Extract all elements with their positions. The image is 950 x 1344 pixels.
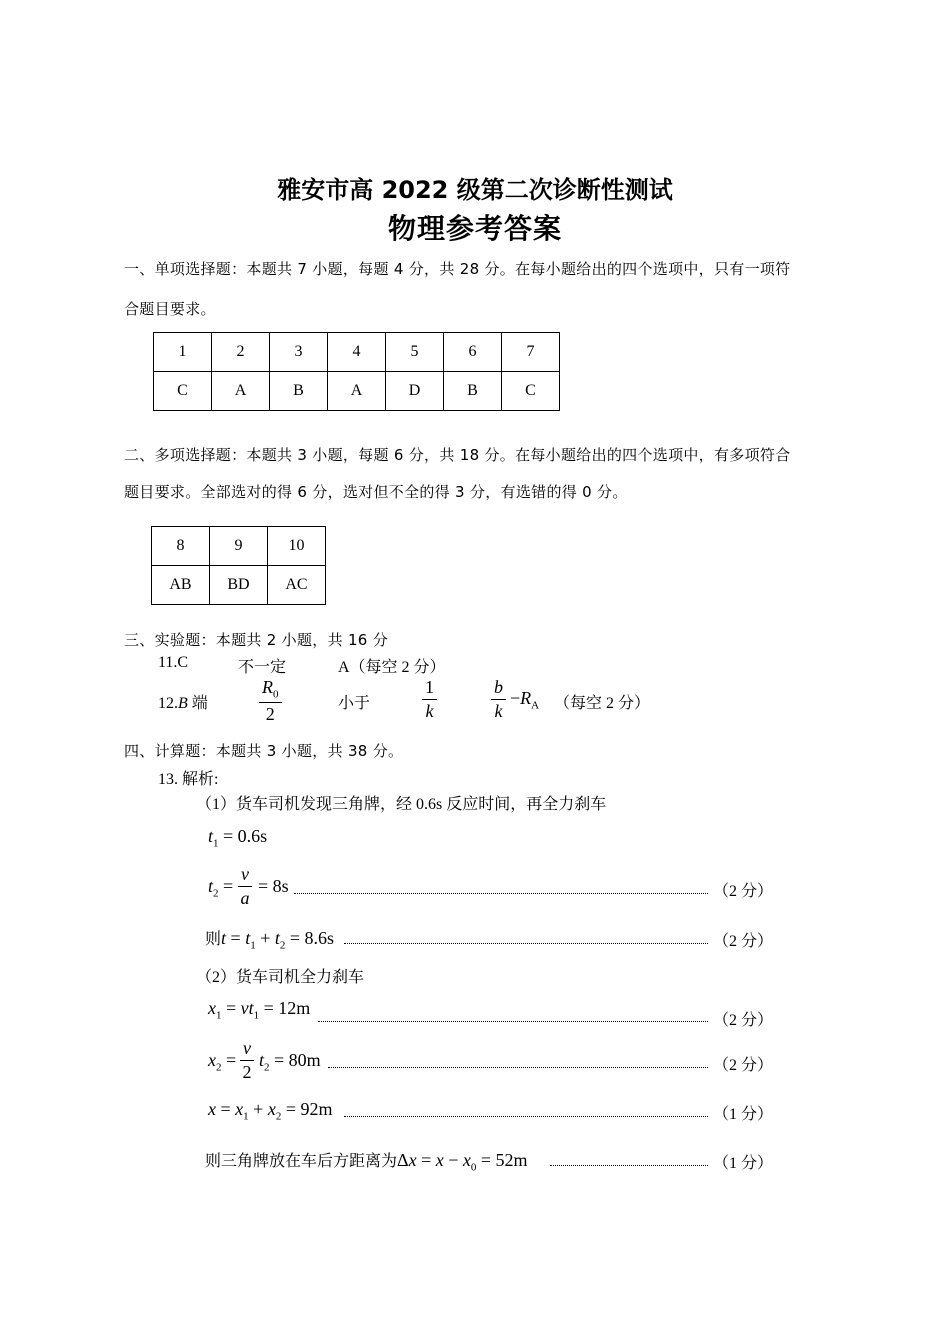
subscript: A: [531, 699, 540, 712]
equation-t1: $t_1 = 0.6s$: [208, 826, 268, 850]
multi-choice-answer-table: [151, 526, 326, 605]
score-label: （2 分）: [713, 1057, 774, 1074]
answer-cell: A: [328, 372, 386, 411]
question-number: 3: [270, 333, 328, 372]
dotted-leader: [550, 1165, 708, 1166]
equation-delta-x: 则三角牌放在车后方距离为$\Delta x = x - x_0 = 52m$: [205, 1150, 528, 1174]
document-title: 雅安市高 2022 级第二次诊断性测试: [277, 176, 673, 204]
section3-heading: 三、实验题：本题共 2 小题，共 16 分: [124, 631, 389, 649]
equation-prefix: 则三角牌放在车后方距离为: [205, 1153, 398, 1170]
equation-x2-value: = 80m: [274, 1050, 321, 1070]
q11-answer-2: 不一定: [238, 659, 287, 676]
resistance-symbol: R: [520, 688, 532, 708]
equation-x2-rhs: $t_2 = 80m$: [259, 1050, 321, 1074]
q12-fraction-r0-over-2: [259, 677, 282, 725]
answer-cell: AC: [268, 566, 326, 605]
q12-suffix: 端: [187, 695, 208, 712]
dotted-leader: [344, 1116, 708, 1117]
answer-cell: D: [386, 372, 444, 411]
q12-fraction-1-over-k: [422, 677, 437, 722]
table-row-answers: [154, 372, 560, 411]
fraction-v-over-2: v 2: [240, 1038, 254, 1083]
q12-fraction-b-over-k: [491, 677, 506, 722]
score-label: （2 分）: [713, 933, 774, 950]
document-subtitle: 物理参考答案: [387, 212, 562, 245]
q12-answer-2: 小于: [338, 695, 371, 712]
answer-cell: BD: [210, 566, 268, 605]
equation-x1-rhs: = 12m: [263, 998, 311, 1018]
section1-heading-line2: 合题目要求。: [124, 300, 216, 318]
equation-t1-rhs: = 0.6s: [223, 826, 268, 846]
question-number: 5: [386, 333, 444, 372]
q11-label: 11.C: [158, 654, 189, 671]
question-number: 4: [328, 333, 386, 372]
question-number: 7: [502, 333, 560, 372]
table-row-numbers: [154, 333, 560, 372]
equation-x2-lhs: $x_2$ =: [208, 1050, 237, 1074]
score-label: （2 分）: [713, 1012, 774, 1029]
q12-minus-ra: [510, 688, 539, 712]
minus-sign: −: [510, 688, 521, 708]
answer-cell: C: [154, 372, 212, 411]
q12-label: [158, 690, 208, 713]
subscript: 0: [273, 688, 279, 701]
equation-delta-x-rhs: = 52m: [480, 1150, 528, 1170]
score-label: （2 分）: [713, 883, 774, 900]
dotted-leader: [328, 1067, 708, 1068]
equation-t2-lhs: $t_2$ =: [208, 876, 234, 900]
table-row-answers: [152, 566, 326, 605]
question-number: 1: [154, 333, 212, 372]
answer-cell: A: [212, 372, 270, 411]
fraction-denominator: k: [425, 701, 434, 721]
q12-note: （每空 2 分）: [554, 695, 651, 712]
score-label: （1 分）: [713, 1106, 774, 1123]
q11-answer-3: A（每空 2 分）: [338, 659, 446, 676]
equation-t-rhs: = 8.6s: [289, 928, 335, 948]
part1-text: （1）货车司机发现三角牌，经 0.6s 反应时间，再全力刹车: [196, 796, 607, 813]
equation-x-rhs: = 92m: [285, 1099, 333, 1119]
dotted-leader: [318, 1021, 708, 1022]
fraction-numerator: b: [494, 677, 503, 697]
answer-cell: C: [502, 372, 560, 411]
q13-label: 13. 解析:: [158, 771, 219, 788]
single-choice-answer-table: [153, 332, 560, 411]
fraction-numerator: R: [262, 677, 273, 697]
fraction-v-over-a: v a: [238, 864, 252, 909]
answer-cell: B: [270, 372, 328, 411]
score-label: （1 分）: [713, 1155, 774, 1172]
dotted-leader: [344, 943, 708, 944]
equation-t2-rhs: = 8s: [258, 876, 289, 896]
equation-prefix: 则: [205, 931, 222, 948]
question-number: 9: [210, 527, 268, 566]
fraction-numerator: 1: [425, 677, 434, 697]
part2-text: （2）货车司机全力刹车: [196, 969, 365, 986]
equation-x: $x = x_1 + x_2 = 92m$: [208, 1099, 333, 1123]
table-row-numbers: [152, 527, 326, 566]
equation-t: 则$t = t_1 + t_2 = 8.6s$: [205, 928, 335, 952]
q12-var: B: [178, 695, 188, 712]
question-number: 8: [152, 527, 210, 566]
q12-number: 12.: [158, 695, 178, 712]
question-number: 10: [268, 527, 326, 566]
answer-cell: B: [444, 372, 502, 411]
section4-heading: 四、计算题：本题共 3 小题，共 38 分。: [124, 742, 404, 760]
answer-cell: AB: [152, 566, 210, 605]
fraction-denominator: 2: [265, 703, 275, 724]
equation-x1: $x_1 = vt_1 = 12m$: [208, 998, 311, 1022]
dotted-leader: [294, 893, 708, 894]
question-number: 2: [212, 333, 270, 372]
question-number: 6: [444, 333, 502, 372]
section2-heading-line2: 题目要求。全部选对的得 6 分，选对但不全的得 3 分，有选错的得 0 分。: [124, 483, 628, 501]
section2-heading-line1: 二、多项选择题：本题共 3 小题，每题 6 分，共 18 分。在每小题给出的四个选项中，有多项符合: [124, 446, 791, 464]
fraction-denominator: k: [494, 701, 503, 721]
section1-heading-line1: 一、单项选择题：本题共 7 小题，每题 4 分，共 28 分。在每小题给出的四个选项中，只有一项符: [124, 260, 791, 278]
